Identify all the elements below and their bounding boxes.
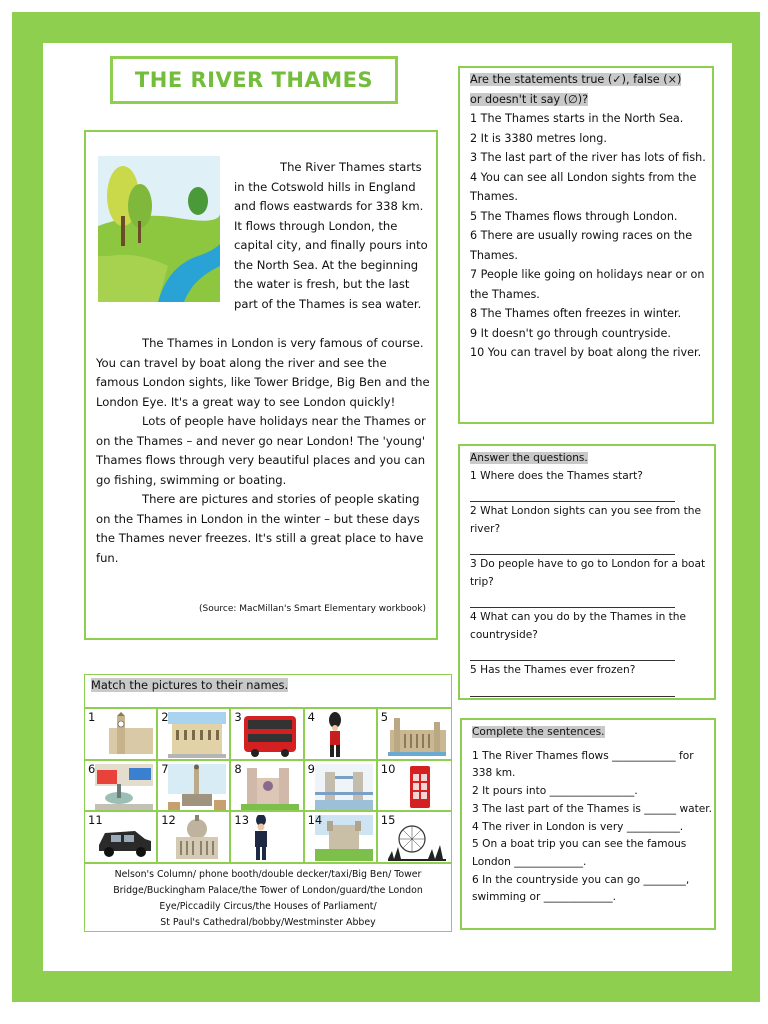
picture-number: 8 (234, 761, 242, 776)
names-line: Bridge/Buckingham Palace/the Tower of London/guard/the London (113, 885, 423, 896)
picture-cell (85, 709, 158, 761)
picture-number: 3 (234, 710, 242, 724)
paragraph-1-text: The River Thames starts in the Cotswold hills in England and flows eastwards for 338 km. It flows through London, the capital city, and finally pours into the North Sea. At the beginning the water is fresh, but the last part of the Thames is sea water. (234, 160, 428, 311)
source-citation: (Source: MacMillan's Smart Elementary workbook) (198, 604, 426, 614)
question: 5 Has the Thames ever frozen? (470, 664, 636, 676)
tf-statement: 8 The Thames often freezes in winter. (470, 307, 682, 320)
tf-statement: 1 The Thames starts in the North Sea. (470, 112, 684, 125)
tf-statement: 2 It is 3380 metres long. (470, 131, 607, 145)
guard-icon (315, 712, 373, 758)
parliament-icon (388, 712, 446, 758)
answer-line[interactable] (470, 538, 675, 555)
cathedral-icon (168, 815, 226, 861)
picture-cell (378, 709, 451, 761)
tower-icon (315, 815, 373, 861)
matching-box (84, 674, 452, 932)
picture-cell (85, 761, 158, 813)
bobby-icon (241, 815, 299, 861)
names-line: Nelson's Column/ phone booth/double decker/taxi/Big Ben/ Tower (114, 869, 422, 880)
picture-cell (231, 709, 304, 761)
picture-number: 6 (88, 761, 96, 776)
tf-statement: 3 The last part of the river has lots of fish. (470, 151, 706, 164)
title-box (110, 56, 398, 104)
picture-cell (305, 709, 378, 761)
picture-cell (305, 812, 378, 864)
taxi-icon (95, 815, 153, 861)
picture-number: 14 (307, 813, 323, 827)
answer-line[interactable] (470, 591, 675, 608)
question: 3 Do people have to go to London for a boat trip? (470, 558, 706, 588)
picture-names (93, 867, 443, 931)
picture-cell (305, 761, 378, 813)
picture-number: 12 (161, 813, 176, 827)
true-false-box (458, 66, 714, 424)
names-line: St Paul's Cathedral/bobby/Westminster Abbey (160, 917, 376, 928)
picture-number: 11 (88, 813, 103, 827)
reading-box (84, 130, 438, 640)
picture-cell (378, 761, 451, 813)
picture-number: 2 (161, 710, 169, 724)
match-instruction: Match the pictures to their names. (91, 678, 289, 692)
paragraph-2: The Thames in London is very famous of course. You can travel by boat along the river and see the famous London sights, like Tower Bridge, Big Ben and the London Eye. It's a great way to see London quickly! (96, 336, 430, 409)
picture-cell (158, 812, 231, 864)
picture-number: 15 (380, 813, 396, 827)
paragraph-4: There are pictures and stories of people skating on the Thames in London in the winter – but these days the Thames never freezes. It's still a great place to have fun. (96, 492, 424, 565)
answer-line[interactable] (470, 680, 675, 697)
tf-instruction-1: Are the statements true (✓), false (×) (470, 73, 682, 86)
page-title: THE RIVER THAMES (134, 68, 374, 92)
tf-statement: 10 You can travel by boat along the river. (470, 346, 702, 359)
cs-instruction: Complete the sentences. (472, 726, 605, 738)
picture-number: 5 (380, 710, 389, 724)
complete-sentences-box (460, 718, 716, 930)
sentence: 1 The River Thames flows ____________ for 338 km. (472, 749, 694, 780)
column-icon (168, 764, 226, 810)
question: 2 What London sights can you see from the river? (470, 505, 702, 535)
answer-line[interactable] (470, 644, 675, 661)
picture-number: 9 (307, 761, 315, 776)
phone-booth-icon (388, 764, 446, 810)
big-ben-icon (95, 712, 153, 758)
tf-statement: 5 The Thames flows through London. (470, 209, 678, 223)
river-landscape-image (98, 156, 220, 302)
tf-instruction-2: or doesn't it say (∅)? (470, 92, 589, 106)
picture-number: 7 (161, 761, 169, 776)
answer-line[interactable] (470, 485, 675, 502)
abbey-icon (241, 764, 299, 810)
double-decker-icon (241, 712, 299, 758)
picture-cell (378, 812, 451, 864)
names-line: Eye/Piccadily Circus/the Houses of Parliament/ (159, 901, 377, 912)
sentence: 5 On a boat trip you can see the famous London _____________. (472, 838, 687, 868)
answer-questions-box (458, 444, 716, 700)
aq-instruction: Answer the questions. (470, 452, 588, 464)
picture-number: 4 (307, 710, 315, 724)
tf-statement: 4 You can see all London sights from the Thames. (470, 170, 697, 203)
picture-number: 10 (380, 761, 396, 776)
sentence: 4 The river in London is very __________. (472, 820, 684, 833)
palace-icon (168, 712, 226, 758)
tf-statement: 7 People like going on holidays near or on the Thames. (470, 268, 705, 301)
picture-cell (158, 709, 231, 761)
tf-statement: 9 It doesn't go through countryside. (470, 326, 671, 340)
reading-paragraph-1 (234, 158, 430, 314)
picture-cell (85, 812, 158, 864)
piccadilly-icon (95, 764, 153, 810)
picture-grid (85, 709, 451, 864)
paragraph-3: Lots of people have holidays near the Thames or on the Thames – and never go near London! The 'young' Thames flows through very beautiful places and you can go fishing, swimming or boating. (96, 414, 426, 487)
question: 4 What can you do by the Thames in the countryside? (470, 611, 687, 641)
sentence: 6 In the countryside you can go ________, swimming or _____________. (472, 873, 690, 904)
picture-number: 13 (234, 813, 250, 827)
sentence: 2 It pours into ________________. (472, 785, 638, 798)
question: 1 Where does the Thames start? (470, 469, 643, 482)
reading-paragraphs (96, 334, 430, 568)
picture-cell (231, 761, 304, 813)
tower-bridge-icon (315, 764, 373, 810)
sentence: 3 The last part of the Thames is ______ water. (472, 802, 713, 815)
london-eye-icon (388, 815, 446, 861)
tf-statement: 6 There are usually rowing races on the Thames. (470, 229, 693, 262)
picture-number: 1 (88, 710, 96, 724)
picture-cell (158, 761, 231, 813)
picture-cell (231, 812, 304, 864)
